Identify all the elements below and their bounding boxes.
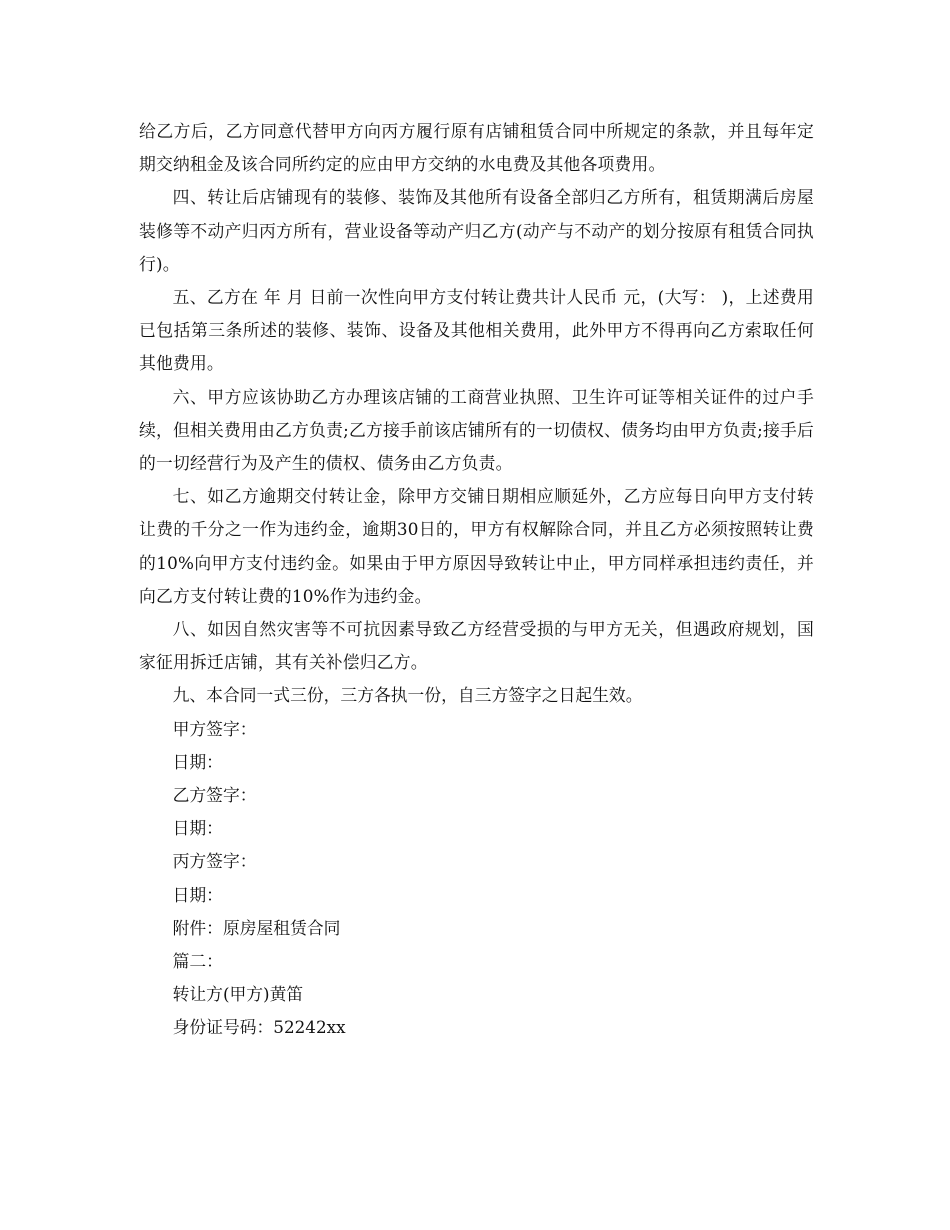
contract-body — [139, 115, 814, 1045]
party-a-signature-label: 甲方签字： — [172, 718, 257, 739]
party-c-signature-label: 丙方签字： — [172, 851, 257, 872]
party-b-date-label: 日期： — [172, 818, 223, 839]
attachment-line: 附件：原房屋租赁合同 — [172, 917, 341, 938]
id-number-line: 身份证号码：52242xx — [172, 1017, 346, 1038]
clause-nine: 九、本合同一式三份，三方各执一份，自三方签字之日起生效。 — [172, 685, 643, 706]
section-heading: 篇二： — [172, 951, 223, 972]
clause-four: 四、转让后店铺现有的装修、装饰及其他所有设备全部归乙方所有，租赁期满后房屋装修等不动产归丙方所有，营业设备等动产归乙方(动产与不动产的划分按原有租赁合同执行)。 — [139, 187, 814, 274]
transferor-line: 转让方(甲方)黄笛 — [172, 984, 304, 1005]
clause-six: 六、甲方应该协助乙方办理该店铺的工商营业执照、卫生许可证等相关证件的过户手续，但相关费用由乙方负责;乙方接手前该店铺所有的一切债权、债务均由甲方负责;接手后的一切经营行为及产生的债权、债务由乙方负责。 — [139, 386, 814, 474]
party-a-date-label: 日期： — [172, 751, 223, 772]
party-b-signature-label: 乙方签字： — [172, 785, 257, 806]
paragraph-continuation: 给乙方后，乙方同意代替甲方向丙方履行原有店铺租赁合同中所规定的条款，并且每年定期交纳租金及该合同所约定的应由甲方交纳的水电费及其他各项费用。 — [139, 121, 814, 175]
clause-seven: 七、如乙方逾期交付转让金，除甲方交铺日期相应顺延外，乙方应每日向甲方支付转让费的千分之一作为违约金，逾期30日的，甲方有权解除合同，并且乙方必须按照转让费的10%向甲方支付违约金。如果由于甲方原因导致转让中止，甲方同样承担违约责任，并向乙方支付转让费的10%作为违约金。 — [139, 486, 814, 606]
party-c-date-label: 日期： — [172, 884, 223, 905]
clause-five: 五、乙方在 年 月 日前一次性向甲方支付转让费共计人民币 元，(大写： )，上述费用已包括第三条所述的装修、装饰、设备及其他相关费用，此外甲方不得再向乙方索取任何其他费用。 — [139, 287, 814, 374]
clause-eight: 八、如因自然灾害等不可抗因素导致乙方经营受损的与甲方无关，但遇政府规划，国家征用拆迁店铺，其有关补偿归乙方。 — [139, 619, 814, 673]
